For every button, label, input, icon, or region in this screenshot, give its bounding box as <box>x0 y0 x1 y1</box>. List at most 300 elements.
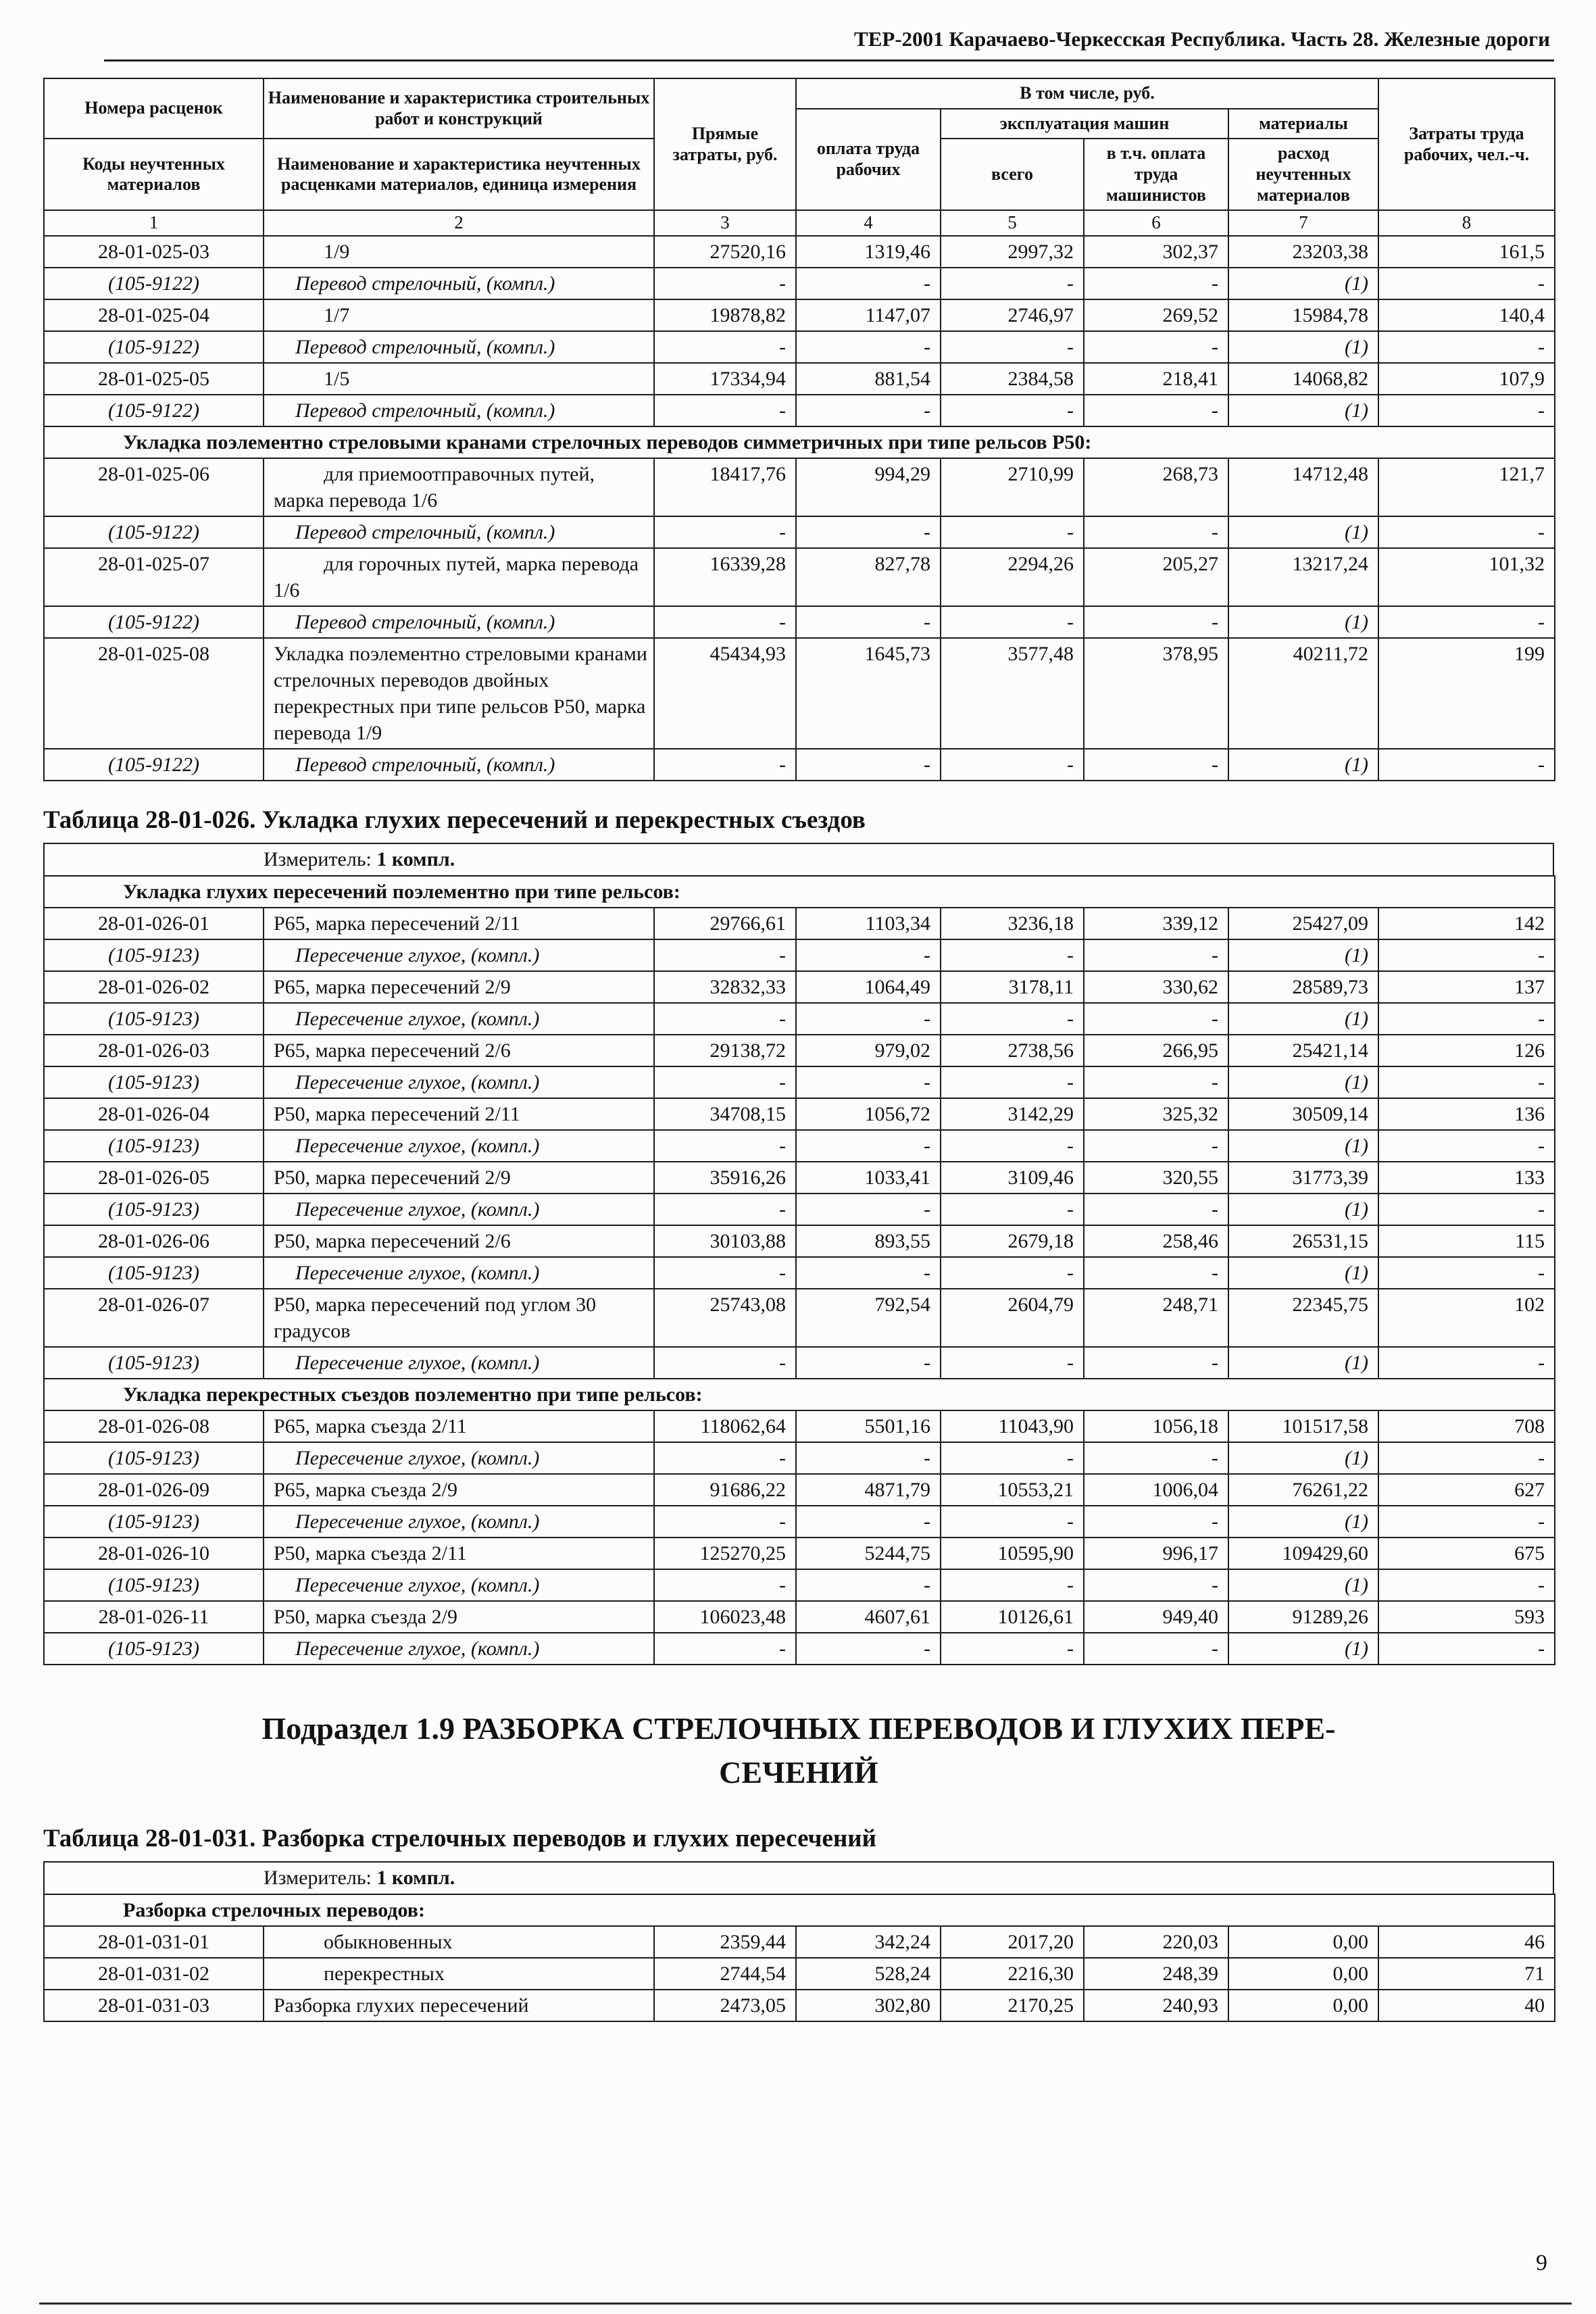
value-cell: 627 <box>1378 1474 1555 1506</box>
value-cell: 378,95 <box>1084 638 1228 749</box>
material-description-cell: Пересечение глухое, (компл.) <box>264 1633 654 1665</box>
value-cell: 675 <box>1378 1537 1555 1569</box>
value-cell: - <box>796 606 941 638</box>
value-cell: 881,54 <box>796 363 941 395</box>
value-cell: 1056,18 <box>1084 1410 1228 1442</box>
rate-row <box>44 908 1555 939</box>
rate-code-cell: 28-01-026-06 <box>44 1225 264 1257</box>
value-cell: 13217,24 <box>1228 548 1378 606</box>
value-cell: - <box>796 268 941 299</box>
material-row <box>44 1066 1555 1098</box>
measure-label: Измеритель: <box>264 848 372 871</box>
value-cell: 115 <box>1378 1225 1555 1257</box>
rates-table-body-026 <box>44 876 1555 1665</box>
table-column-header <box>44 78 1555 236</box>
value-cell: - <box>941 939 1084 971</box>
col-header-including-group: В том числе, руб. <box>796 78 1378 109</box>
material-description-cell: Пересечение глухое, (компл.) <box>264 1193 654 1225</box>
value-cell: 4607,61 <box>796 1601 941 1633</box>
table-026-title: Таблица 28-01-026. Укладка глухих пересечений и перекрестных съездов <box>43 806 866 835</box>
value-cell: 91289,26 <box>1228 1601 1378 1633</box>
header-row-1 <box>44 78 1555 109</box>
value-cell: (1) <box>1228 331 1378 363</box>
value-cell: 10126,61 <box>941 1601 1084 1633</box>
value-cell: 161,5 <box>1378 236 1555 268</box>
value-cell: - <box>1084 606 1228 638</box>
value-cell: 91686,22 <box>654 1474 796 1506</box>
value-cell: 11043,90 <box>941 1410 1084 1442</box>
value-cell: 0,00 <box>1228 1958 1378 1990</box>
section-row <box>44 426 1555 458</box>
value-cell: - <box>1084 1257 1228 1289</box>
material-code-cell: (105-9122) <box>44 606 264 638</box>
value-cell: - <box>1378 1506 1555 1537</box>
value-cell: 121,7 <box>1378 458 1555 516</box>
column-number-row <box>44 210 1555 236</box>
value-cell: 339,12 <box>1084 908 1228 939</box>
rate-row <box>44 1990 1555 2021</box>
rate-code-cell: 28-01-025-05 <box>44 363 264 395</box>
value-cell: - <box>1084 1633 1228 1665</box>
value-cell: - <box>1084 749 1228 781</box>
work-description-cell: Р65, марка съезда 2/11 <box>264 1410 654 1442</box>
value-cell: - <box>941 1130 1084 1162</box>
value-cell: 1064,49 <box>796 971 941 1003</box>
work-description-cell: Р65, марка пересечений 2/9 <box>264 971 654 1003</box>
value-cell: 40211,72 <box>1228 638 1378 749</box>
value-cell: 2384,58 <box>941 363 1084 395</box>
value-cell: 28589,73 <box>1228 971 1378 1003</box>
value-cell: 1056,72 <box>796 1098 941 1130</box>
value-cell: 258,46 <box>1084 1225 1228 1257</box>
value-cell: (1) <box>1228 1633 1378 1665</box>
document-header-title: ТЕР-2001 Карачаево-Черкесская Республика. Часть 28. Железные дороги <box>854 27 1550 51</box>
value-cell: - <box>654 1633 796 1665</box>
work-description-cell: Р65, марка пересечений 2/6 <box>264 1035 654 1066</box>
material-row <box>44 1442 1555 1474</box>
value-cell: - <box>1378 516 1555 548</box>
rate-row <box>44 1474 1555 1506</box>
value-cell: 15984,78 <box>1228 299 1378 331</box>
value-cell: 133 <box>1378 1162 1555 1193</box>
table-031-title: Таблица 28-01-031. Разборка стрелочных переводов и глухих пересечений <box>43 1825 876 1852</box>
value-cell: - <box>796 749 941 781</box>
value-cell: 2359,44 <box>654 1926 796 1958</box>
value-cell: 107,9 <box>1378 363 1555 395</box>
value-cell: - <box>941 1569 1084 1601</box>
rate-code-cell: 28-01-025-07 <box>44 548 264 606</box>
material-description-cell: Пересечение глухое, (компл.) <box>264 1257 654 1289</box>
value-cell: 27520,16 <box>654 236 796 268</box>
value-cell: 3178,11 <box>941 971 1084 1003</box>
value-cell: (1) <box>1228 268 1378 299</box>
rate-code-cell: 28-01-026-09 <box>44 1474 264 1506</box>
value-cell: - <box>654 606 796 638</box>
value-cell: 102 <box>1378 1289 1555 1347</box>
rate-row <box>44 1289 1555 1347</box>
material-row <box>44 1506 1555 1537</box>
value-cell: 949,40 <box>1084 1601 1228 1633</box>
rate-row <box>44 1225 1555 1257</box>
value-cell: 35916,26 <box>654 1162 796 1193</box>
value-cell: 2744,54 <box>654 1958 796 1990</box>
value-cell: 40 <box>1378 1990 1555 2021</box>
value-cell: 2473,05 <box>654 1990 796 2021</box>
value-cell: 205,27 <box>1084 548 1228 606</box>
value-cell: 136 <box>1378 1098 1555 1130</box>
value-cell: 1033,41 <box>796 1162 941 1193</box>
value-cell: 2738,56 <box>941 1035 1084 1066</box>
rate-code-cell: 28-01-031-03 <box>44 1990 264 2021</box>
value-cell: (1) <box>1228 1257 1378 1289</box>
value-cell: (1) <box>1228 1130 1378 1162</box>
value-cell: 302,37 <box>1084 236 1228 268</box>
rate-row <box>44 1958 1555 1990</box>
rates-table-body-031 <box>44 1894 1555 2021</box>
value-cell: (1) <box>1228 395 1378 426</box>
value-cell: - <box>796 1066 941 1098</box>
value-cell: - <box>654 749 796 781</box>
rate-code-cell: 28-01-025-06 <box>44 458 264 516</box>
value-cell: - <box>654 1130 796 1162</box>
value-cell: 3577,48 <box>941 638 1084 749</box>
rate-code-cell: 28-01-025-03 <box>44 236 264 268</box>
value-cell: - <box>1084 1003 1228 1035</box>
value-cell: 1645,73 <box>796 638 941 749</box>
work-description-cell: 1/5 <box>264 363 654 395</box>
material-row <box>44 939 1555 971</box>
value-cell: - <box>1084 1347 1228 1379</box>
rate-row <box>44 1601 1555 1633</box>
material-row <box>44 1130 1555 1162</box>
material-description-cell: Перевод стрелочный, (компл.) <box>264 516 654 548</box>
column-number: 3 <box>654 210 796 236</box>
value-cell: - <box>654 331 796 363</box>
value-cell: - <box>1084 516 1228 548</box>
value-cell: 32832,33 <box>654 971 796 1003</box>
value-cell: - <box>796 1633 941 1665</box>
value-cell: - <box>654 1003 796 1035</box>
material-row <box>44 1347 1555 1379</box>
value-cell: 25743,08 <box>654 1289 796 1347</box>
material-description-cell: Перевод стрелочный, (компл.) <box>264 606 654 638</box>
work-description-cell: для приемоотправочных путей, марка перевода 1/6 <box>264 458 654 516</box>
value-cell: - <box>941 1633 1084 1665</box>
col-header-material-name: Наименование и характеристика неучтенных расценками материалов, единица измерения <box>264 139 654 210</box>
value-cell: 109429,60 <box>1228 1537 1378 1569</box>
value-cell: 994,29 <box>796 458 941 516</box>
value-cell: 34708,15 <box>654 1098 796 1130</box>
value-cell: - <box>1378 1003 1555 1035</box>
rate-code-cell: 28-01-026-11 <box>44 1601 264 1633</box>
rates-table-body-025 <box>44 236 1555 781</box>
section-title-cell: Укладка глухих пересечений поэлементно при типе рельсов: <box>44 876 1555 908</box>
value-cell: 106023,48 <box>654 1601 796 1633</box>
value-cell: - <box>1084 331 1228 363</box>
section-title-cell: Разборка стрелочных переводов: <box>44 1894 1555 1926</box>
value-cell: - <box>1378 1193 1555 1225</box>
value-cell: 71 <box>1378 1958 1555 1990</box>
value-cell: - <box>1084 1506 1228 1537</box>
work-description-cell: Р50, марка съезда 2/9 <box>264 1601 654 1633</box>
value-cell: 2294,26 <box>941 548 1084 606</box>
col-header-machines-group: эксплуатация машин <box>941 109 1228 139</box>
rate-row <box>44 236 1555 268</box>
material-description-cell: Перевод стрелочный, (компл.) <box>264 749 654 781</box>
value-cell: 3109,46 <box>941 1162 1084 1193</box>
material-description-cell: Перевод стрелочный, (компл.) <box>264 268 654 299</box>
value-cell: 248,39 <box>1084 1958 1228 1990</box>
col-header-machinists-pay: в т.ч. оплата труда машинистов <box>1084 139 1228 210</box>
value-cell: - <box>941 1003 1084 1035</box>
col-header-labor-costs: Затраты труда рабочих, чел.-ч. <box>1378 78 1555 210</box>
value-cell: - <box>654 1193 796 1225</box>
rate-row <box>44 1035 1555 1066</box>
value-cell: 2997,32 <box>941 236 1084 268</box>
rate-row <box>44 299 1555 331</box>
value-cell: - <box>1084 1130 1228 1162</box>
work-description-cell: 1/7 <box>264 299 654 331</box>
measure-value: 1 компл. <box>376 848 455 871</box>
value-cell: 220,03 <box>1084 1926 1228 1958</box>
value-cell: - <box>1378 1066 1555 1098</box>
value-cell: 29766,61 <box>654 908 796 939</box>
column-number: 4 <box>796 210 941 236</box>
value-cell: 248,71 <box>1084 1289 1228 1347</box>
work-description-cell: Разборка глухих пересечений <box>264 1990 654 2021</box>
material-description-cell: Пересечение глухое, (компл.) <box>264 1003 654 1035</box>
value-cell: 266,95 <box>1084 1035 1228 1066</box>
rate-row <box>44 1537 1555 1569</box>
value-cell: - <box>941 1066 1084 1098</box>
value-cell: - <box>654 1257 796 1289</box>
column-number: 2 <box>264 210 654 236</box>
value-cell: 17334,94 <box>654 363 796 395</box>
material-code-cell: (105-9122) <box>44 516 264 548</box>
rate-code-cell: 28-01-025-04 <box>44 299 264 331</box>
value-cell: (1) <box>1228 1506 1378 1537</box>
rate-row <box>44 548 1555 606</box>
value-cell: 25427,09 <box>1228 908 1378 939</box>
measure-line-031 <box>43 1861 1554 1894</box>
value-cell: 10553,21 <box>941 1474 1084 1506</box>
document-header <box>104 24 1554 61</box>
value-cell: - <box>1378 749 1555 781</box>
value-cell: (1) <box>1228 1066 1378 1098</box>
value-cell: - <box>941 1442 1084 1474</box>
value-cell: 46 <box>1378 1926 1555 1958</box>
material-code-cell: (105-9123) <box>44 1130 264 1162</box>
material-code-cell: (105-9122) <box>44 395 264 426</box>
col-header-work-name: Наименование и характеристика строительных работ и конструкций <box>264 78 654 139</box>
material-row <box>44 1633 1555 1665</box>
column-number: 8 <box>1378 210 1555 236</box>
material-description-cell: Пересечение глухое, (компл.) <box>264 1066 654 1098</box>
value-cell: (1) <box>1228 1569 1378 1601</box>
work-description-cell: Р65, марка пересечений 2/11 <box>264 908 654 939</box>
col-header-materials-consumption: расход неучтенных материалов <box>1228 139 1378 210</box>
value-cell: - <box>941 749 1084 781</box>
value-cell: 593 <box>1378 1601 1555 1633</box>
value-cell: 199 <box>1378 638 1555 749</box>
value-cell: 125270,25 <box>654 1537 796 1569</box>
value-cell: 325,32 <box>1084 1098 1228 1130</box>
material-code-cell: (105-9122) <box>44 268 264 299</box>
value-cell: - <box>654 1066 796 1098</box>
value-cell: - <box>796 1347 941 1379</box>
value-cell: 1147,07 <box>796 299 941 331</box>
material-row <box>44 516 1555 548</box>
material-code-cell: (105-9123) <box>44 1003 264 1035</box>
rate-code-cell: 28-01-025-08 <box>44 638 264 749</box>
work-description-cell: Р50, марка пересечений 2/9 <box>264 1162 654 1193</box>
value-cell: 5501,16 <box>796 1410 941 1442</box>
section-row <box>44 876 1555 908</box>
value-cell: - <box>796 516 941 548</box>
value-cell: - <box>1378 268 1555 299</box>
value-cell: 2170,25 <box>941 1990 1084 2021</box>
col-header-materials-group: материалы <box>1228 109 1378 139</box>
section-row <box>44 1894 1555 1926</box>
column-number: 5 <box>941 210 1084 236</box>
value-cell: 30103,88 <box>654 1225 796 1257</box>
value-cell: 320,55 <box>1084 1162 1228 1193</box>
value-cell: - <box>1084 1193 1228 1225</box>
value-cell: 893,55 <box>796 1225 941 1257</box>
value-cell: 3236,18 <box>941 908 1084 939</box>
value-cell: 76261,22 <box>1228 1474 1378 1506</box>
value-cell: - <box>1378 1347 1555 1379</box>
material-description-cell: Перевод стрелочный, (компл.) <box>264 331 654 363</box>
value-cell: - <box>654 1442 796 1474</box>
rate-row <box>44 1162 1555 1193</box>
value-cell: 14068,82 <box>1228 363 1378 395</box>
value-cell: - <box>796 1442 941 1474</box>
material-code-cell: (105-9122) <box>44 331 264 363</box>
value-cell: - <box>1378 606 1555 638</box>
value-cell: (1) <box>1228 1003 1378 1035</box>
rate-row <box>44 1098 1555 1130</box>
value-cell: - <box>796 1257 941 1289</box>
footer-rule <box>39 2303 1572 2305</box>
work-description-cell: Р50, марка пересечений под углом 30 градусов <box>264 1289 654 1347</box>
value-cell: 1319,46 <box>796 236 941 268</box>
value-cell: - <box>1084 268 1228 299</box>
value-cell: 45434,93 <box>654 638 796 749</box>
material-code-cell: (105-9123) <box>44 1633 264 1665</box>
work-description-cell: Р65, марка съезда 2/9 <box>264 1474 654 1506</box>
value-cell: 1006,04 <box>1084 1474 1228 1506</box>
page-number: 9 <box>1536 2250 1547 2275</box>
material-row <box>44 606 1555 638</box>
subsection-1-9-title <box>64 1707 1534 1794</box>
value-cell: - <box>796 1193 941 1225</box>
value-cell: 342,24 <box>796 1926 941 1958</box>
value-cell: - <box>1378 1633 1555 1665</box>
value-cell: - <box>1378 1130 1555 1162</box>
value-cell: 2710,99 <box>941 458 1084 516</box>
measure-value: 1 компл. <box>376 1867 455 1889</box>
value-cell: 29138,72 <box>654 1035 796 1066</box>
value-cell: 0,00 <box>1228 1926 1378 1958</box>
value-cell: (1) <box>1228 1442 1378 1474</box>
work-description-cell: для горочных путей, марка перевода 1/6 <box>264 548 654 606</box>
value-cell: - <box>796 1506 941 1537</box>
value-cell: - <box>654 1347 796 1379</box>
value-cell: 708 <box>1378 1410 1555 1442</box>
value-cell: 2216,30 <box>941 1958 1084 1990</box>
section-title-cell: Укладка перекрестных съездов поэлементно при типе рельсов: <box>44 1379 1555 1410</box>
value-cell: 218,41 <box>1084 363 1228 395</box>
value-cell: 140,4 <box>1378 299 1555 331</box>
value-cell: 22345,75 <box>1228 1289 1378 1347</box>
subsection-title-line2: СЕЧЕНИЙ <box>719 1754 878 1790</box>
rate-code-cell: 28-01-026-04 <box>44 1098 264 1130</box>
rate-row <box>44 1410 1555 1442</box>
work-description-cell: перекрестных <box>264 1958 654 1990</box>
material-row <box>44 395 1555 426</box>
measure-line-026 <box>43 843 1554 875</box>
material-description-cell: Пересечение глухое, (компл.) <box>264 939 654 971</box>
value-cell: 137 <box>1378 971 1555 1003</box>
rate-row <box>44 971 1555 1003</box>
rate-code-cell: 28-01-026-08 <box>44 1410 264 1442</box>
value-cell: 269,52 <box>1084 299 1228 331</box>
material-description-cell: Пересечение глухое, (компл.) <box>264 1442 654 1474</box>
value-cell: - <box>1084 395 1228 426</box>
value-cell: - <box>1084 939 1228 971</box>
work-description-cell: обыкновенных <box>264 1926 654 1958</box>
work-description-cell: Р50, марка съезда 2/11 <box>264 1537 654 1569</box>
value-cell: - <box>941 516 1084 548</box>
value-cell: 30509,14 <box>1228 1098 1378 1130</box>
rate-row <box>44 363 1555 395</box>
material-row <box>44 1193 1555 1225</box>
value-cell: - <box>796 1569 941 1601</box>
value-cell: - <box>1084 1066 1228 1098</box>
value-cell: - <box>796 1003 941 1035</box>
value-cell: - <box>796 395 941 426</box>
value-cell: - <box>1378 1569 1555 1601</box>
value-cell: 268,73 <box>1084 458 1228 516</box>
value-cell: - <box>1378 1257 1555 1289</box>
value-cell: - <box>796 939 941 971</box>
rates-table-28-01-026 <box>43 875 1555 1665</box>
value-cell: - <box>1084 1569 1228 1601</box>
material-description-cell: Пересечение глухое, (компл.) <box>264 1347 654 1379</box>
value-cell: 240,93 <box>1084 1990 1228 2021</box>
rate-code-cell: 28-01-026-02 <box>44 971 264 1003</box>
rate-row <box>44 638 1555 749</box>
rate-code-cell: 28-01-031-02 <box>44 1958 264 1990</box>
work-description-cell: Укладка поэлементно стреловыми кранами стрелочных переводов двойных перекрестных при типе рельсов Р50, марка перевода 1/9 <box>264 638 654 749</box>
value-cell: 18417,76 <box>654 458 796 516</box>
value-cell: - <box>1378 395 1555 426</box>
rate-code-cell: 28-01-026-05 <box>44 1162 264 1193</box>
value-cell: 330,62 <box>1084 971 1228 1003</box>
value-cell: (1) <box>1228 749 1378 781</box>
rates-table-28-01-031 <box>43 1894 1555 2022</box>
material-code-cell: (105-9123) <box>44 939 264 971</box>
value-cell: 302,80 <box>796 1990 941 2021</box>
rate-code-cell: 28-01-031-01 <box>44 1926 264 1958</box>
column-number: 6 <box>1084 210 1228 236</box>
value-cell: - <box>654 516 796 548</box>
value-cell: - <box>1084 1442 1228 1474</box>
col-header-labor-pay: оплата труда рабочих <box>796 109 941 211</box>
rate-row <box>44 1926 1555 1958</box>
value-cell: 2017,20 <box>941 1926 1084 1958</box>
